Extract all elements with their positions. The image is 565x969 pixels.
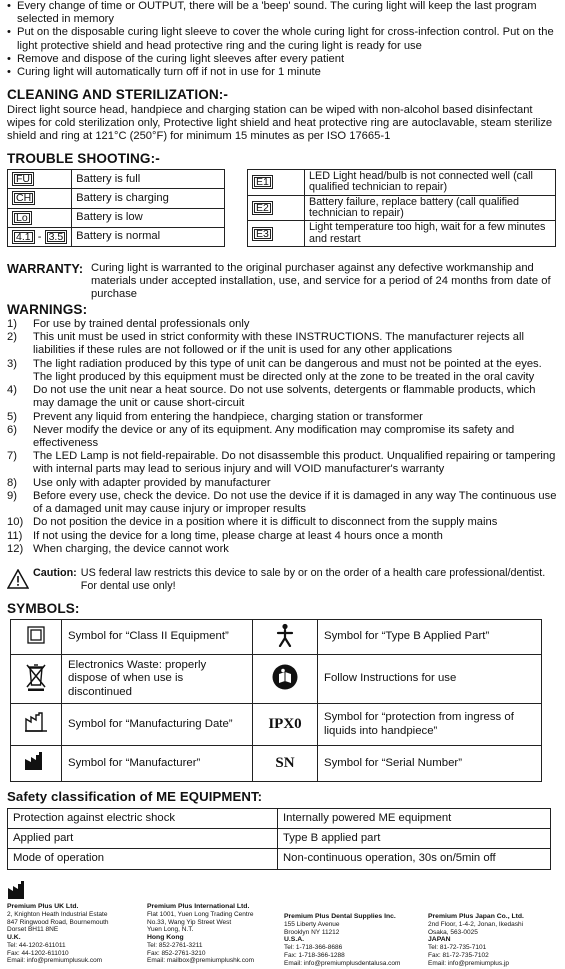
contact-line: Email: info@premiumplus.jp — [428, 959, 510, 967]
list-item — [7, 530, 559, 543]
table-row — [8, 208, 225, 227]
manufacturer-icon — [7, 891, 29, 903]
company-name: Premium Plus UK Ltd. — [7, 903, 79, 910]
warning-number: 11) — [7, 529, 23, 542]
table-cell: Mode of operation — [8, 849, 278, 869]
warning-text: This unit must be used in strict conformity with these INSTRUCTIONS. The manufacturer rejects all liabilities if these rules are not followed or if the unit is used for any other applications — [33, 331, 524, 357]
address-block — [284, 913, 424, 967]
table-row — [8, 227, 225, 246]
list-item — [7, 318, 559, 331]
status-text: Battery is charging — [72, 189, 225, 208]
warning-number: 12) — [7, 542, 24, 555]
error-code: E1 — [252, 175, 273, 189]
symbol-description: Follow Instructions for use — [318, 655, 542, 704]
status-code: FU — [12, 172, 34, 186]
error-text: Battery failure, replace battery (call qualified technician to repair) — [305, 195, 556, 221]
table-cell: Non-continuous operation, 30s on/5min off — [278, 849, 551, 869]
warning-text: Do not use the unit near a heat source. Do not use solvents, detergents or flammable products, which may damage the unit or cause short-circuit — [33, 384, 536, 410]
country: Hong Kong — [147, 933, 184, 941]
symbols-section — [7, 601, 559, 782]
safety-heading: Safety classification of ME EQUIPMENT: — [7, 789, 263, 804]
warning-number: 10) — [7, 516, 24, 529]
cleaning-heading: CLEANING AND STERILIZATION:- — [7, 87, 229, 102]
list-item — [7, 424, 559, 450]
ipx0-label: IPX0 — [253, 704, 318, 746]
table-row — [8, 189, 225, 208]
warning-text: Before every use, check the device. Do not use the device if it is damaged in any way The continuous use of a damaged unit may cause injury or improper results — [33, 489, 557, 516]
status-code: Lo — [12, 211, 32, 225]
address-line: Brooklyn NY 11212 — [284, 928, 340, 936]
warning-number: 1) — [7, 318, 17, 331]
table-row — [8, 170, 225, 189]
warnings-list — [7, 318, 559, 556]
manufacturer-logo — [7, 880, 559, 904]
contact-line: Fax: 44-1202-611010 — [7, 949, 69, 957]
warning-text: Never modify the device or any of its equipment. Any modification may compromise its safety and effectiveness — [33, 423, 515, 449]
symbol-description: Symbol for “Type B Applied Part” — [318, 620, 542, 655]
type-b-person-icon — [253, 620, 318, 655]
country: U.K. — [7, 933, 21, 941]
warning-number: 7) — [7, 450, 17, 463]
safety-table — [7, 808, 551, 870]
list-item: • Every change of time or OUTPUT, there will be a 'beep' sound. The curing light will keep the last program selected in memory — [7, 0, 559, 26]
symbols-heading: SYMBOLS: — [7, 601, 80, 616]
address-block — [147, 903, 282, 965]
status-code: 3.5 — [45, 230, 68, 244]
error-code: E3 — [252, 227, 273, 241]
list-item — [7, 384, 559, 410]
error-code-table — [247, 169, 556, 247]
list-item — [7, 490, 559, 516]
warning-number: 2) — [7, 331, 17, 344]
table-cell: Applied part — [8, 828, 278, 848]
table-row — [11, 655, 542, 704]
warranty-text: Curing light is warranted to the original purchaser against any defective workmanship and materials under accepted installation, use, and service for a period of 24 months from date of purchase — [91, 262, 551, 301]
code-separator: - — [34, 230, 45, 243]
warning-number: 6) — [7, 423, 17, 436]
address-line: 847 Ringwood Road, Bournemouth — [7, 918, 109, 926]
list-item: • Remove and dispose of the curing light sleeves after every patient — [7, 53, 559, 66]
status-text: Battery is full — [72, 170, 225, 189]
symbol-description: Symbol for “Manufacturing Date” — [62, 704, 253, 746]
table-row — [8, 828, 551, 848]
list-item — [7, 358, 559, 384]
list-item — [7, 543, 559, 556]
contact-line: Email: info@premiumplusdentalusa.com — [284, 959, 401, 967]
warning-number: 9) — [7, 489, 17, 502]
class-ii-square-icon — [11, 620, 62, 655]
list-item — [7, 450, 559, 476]
caution-section — [7, 567, 559, 593]
cleaning-text: Direct light source head, handpiece and charging station can be wiped with non-alcohol based disinfectant wipes for cold sterilization only, Protective light shield and heat protective ring are autoclavable, steam sterilize shield and ring at 121°C (250°F) for minimum 15 minutes as per ISO 17665-1 — [7, 104, 553, 143]
warnings-heading: WARNINGS: — [7, 302, 88, 317]
warranty-section — [7, 262, 559, 302]
error-text: LED Light head/bulb is not connected well (call qualified technician to repair) — [305, 170, 556, 196]
manufacturer-icon — [11, 746, 62, 782]
sn-label: SN — [253, 746, 318, 782]
error-text: Light temperature too high, wait for a few minutes and restart — [305, 221, 556, 247]
address-line: Flat 1001, Yuen Long Trading Centre — [147, 911, 254, 919]
country: U.S.A. — [284, 936, 305, 944]
table-row — [248, 221, 556, 247]
contact-line: Tel: 1-718-366-8686 — [284, 944, 343, 952]
contact-line: Tel: 852-2761-3211 — [147, 942, 203, 949]
warning-number: 4) — [7, 384, 17, 397]
trouble-heading: TROUBLE SHOOTING:- — [7, 151, 160, 166]
warning-text: Prevent any liquid from entering the handpiece, charging station or transformer — [33, 410, 423, 423]
table-row — [11, 704, 542, 746]
list-item: • Curing light will automatically turn off if not in use for 1 minute — [7, 66, 559, 79]
address-block — [428, 913, 558, 967]
contact-line: Tel: 81-72-735-7101 — [428, 944, 487, 952]
table-row — [8, 849, 551, 869]
manufacturing-date-icon — [11, 704, 62, 746]
table-cell: Type B applied part — [278, 828, 551, 848]
contact-line: Email: mailbox@premiumplushk.com — [147, 957, 255, 965]
trouble-section — [7, 151, 559, 247]
list-item — [7, 516, 559, 529]
table-row — [11, 620, 542, 655]
warranty-label: WARRANTY: — [7, 262, 84, 276]
warning-text: For use by trained dental professionals only — [33, 318, 250, 331]
table-row — [248, 195, 556, 221]
company-name: Premium Plus Japan Co., Ltd. — [428, 913, 524, 920]
intro-bullet-list — [7, 0, 559, 79]
status-text: Battery is normal — [72, 227, 225, 246]
contact-line: Fax: 1-718-366-1288 — [284, 952, 345, 959]
symbol-description: Electronics Waste: properly dispose of when use is discontinued — [62, 655, 253, 704]
table-cell: Internally powered ME equipment — [278, 808, 551, 828]
crossed-bin-icon — [11, 655, 62, 704]
status-code: 4.1 — [12, 230, 35, 244]
symbol-description: Symbol for “protection from ingress of liquids into handpiece” — [318, 704, 542, 746]
address-line: 2nd Floor, 1-4-2, Jonan, Ikedashi — [428, 921, 524, 929]
status-text: Battery is low — [72, 208, 225, 227]
symbols-table — [10, 619, 542, 782]
address-line: 2, Knighton Heath Industrial Estate — [7, 911, 108, 919]
company-name: Premium Plus Dental Supplies Inc. — [284, 913, 396, 920]
safety-section — [7, 789, 559, 870]
address-line: Dorset BH11 8NE — [7, 926, 59, 934]
battery-status-table — [7, 169, 225, 247]
table-row — [11, 746, 542, 782]
address-line: Yuen Long, N.T. — [147, 926, 194, 934]
list-item: • Put on the disposable curing light sleeve to cover the whole curing light for cross-infection control. Put on the light protective shield and head protective ring and the curing light is ready for use — [7, 26, 559, 52]
symbol-description: Symbol for “Class II Equipment” — [62, 620, 253, 655]
address-block — [7, 903, 142, 965]
table-cell: Protection against electric shock — [8, 808, 278, 828]
error-code: E2 — [252, 201, 273, 215]
warning-text: Use only with adapter provided by manufacturer — [33, 476, 271, 489]
warning-number: 3) — [7, 357, 17, 370]
contact-line: Email: info@premiumplusuk.com — [7, 957, 103, 965]
warning-text: The LED Lamp is not field-repairable. Do not disassemble this product. Unqualified repairing or tampering with internal parts may lead to serious injury and will VOID manufacturer's warranty — [33, 450, 556, 476]
warning-text: When charging, the device cannot work — [33, 542, 229, 555]
warnings-section — [7, 302, 559, 556]
warning-number: 8) — [7, 476, 17, 489]
list-item — [7, 331, 559, 357]
symbol-description: Symbol for “Manufacturer” — [62, 746, 253, 782]
warning-text: Do not position the device in a position where it is difficult to disconnect from the supply mains — [33, 516, 498, 529]
symbol-description: Symbol for “Serial Number” — [318, 746, 542, 782]
status-code: CH — [12, 191, 35, 205]
table-row — [248, 170, 556, 196]
contact-line: Tel: 44-1202-611011 — [7, 942, 66, 949]
warning-number: 5) — [7, 410, 17, 423]
list-item — [7, 411, 559, 424]
contact-line: Fax: 81-72-735-7102 — [428, 952, 489, 959]
warning-triangle-icon — [7, 569, 33, 593]
contact-line: Fax: 852-2761-3210 — [147, 949, 206, 957]
address-line: 155 Liberty Avenue — [284, 921, 340, 929]
company-name: Premium Plus International Ltd. — [147, 903, 250, 910]
warning-text: The light radiation produced by this type of unit can be dangerous and must not be pointed at the eyes. The light produced by this equipment must be directed only at the zone to be treated in the oral cavity — [33, 357, 542, 383]
cleaning-section — [7, 87, 559, 144]
intro-section — [7, 0, 559, 79]
warning-text: If not using the device for a long time, please charge at least 4 hours once a month — [33, 529, 443, 542]
caution-text: US federal law restricts this device to sale by or on the order of a health care professional/dentist. For dental use only! — [80, 567, 546, 592]
caution-label: Caution: — [33, 567, 77, 579]
instructions-icon — [253, 655, 318, 704]
address-line: Osaka, 563-0025 — [428, 928, 478, 936]
country: JAPAN — [428, 936, 451, 944]
address-line: No.33, Wang Yip Street West — [147, 918, 232, 926]
list-item — [7, 477, 559, 490]
table-row — [8, 808, 551, 828]
